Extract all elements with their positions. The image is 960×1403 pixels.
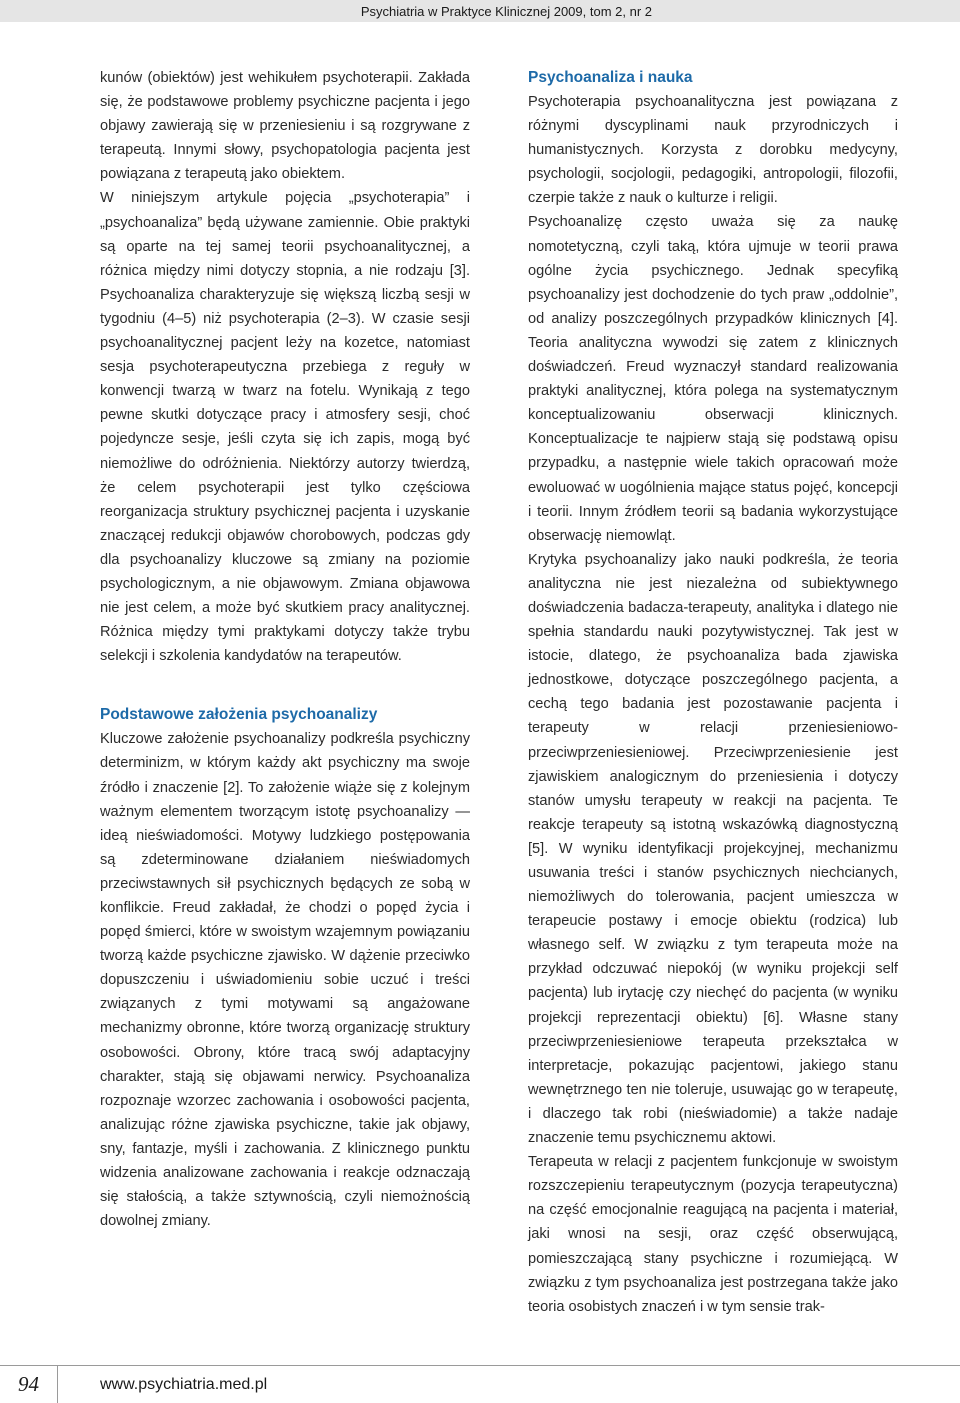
left-column: [100, 66, 470, 1233]
paragraph: kunów (obiektów) jest wehikułem psychoterapii. Zakłada się, że podstawowe problemy psychiczne pacjenta i jego objawy zawierają się w przeniesieniu i są rozgrywane z terapeutą. Innymi słowy, psychopatologia pacjenta jest powiązana z terapeutą jako obiektem.: [100, 70, 470, 183]
footer-url[interactable]: www.psychiatria.med.pl: [100, 1376, 268, 1393]
paragraph: W niniejszym artykule pojęcia „psychoterapia” i „psychoanaliza” będą używane zamiennie. Obie praktyki są oparte na tej samej teorii psychoanalitycznej, a różnica między nimi dotyczy stopnia, a nie rodzaju [3]. Psychoanaliza charakteryzuje się większą liczbą sesji w tygodniu (4–5) niż psychoterapia (2–3). W czasie sesji psychoanalitycznej pacjent leży na kozetce, natomiast sesja psychoterapeutyczna przebiega z reguły w konwencji twarzą w twarz na fotelu. Wynikają z tego pewne skutki dotyczące pracy i atmosfery sesji, choć pojedyncze sesje, jeśli czyta się ich zapis, mogą być niemożliwe do odróżnienia. Niektórzy autorzy twierdzą, że celem psychoterapii jest tylko częściowa reorganizacja struktury psychicznej pacjenta i uzyskanie znaczącej redukcji objawów chorobowych, podczas gdy dla psychoanalizy kluczowe są zmiany na poziomie psychologicznym, a nie objawowym. Zmiana objawowa nie jest celem, a może być skutkiem pracy analitycznej. Różnica między tymi praktykami dotyczy także trybu selekcji i szkolenia kandydatów na terapeutów.: [100, 190, 470, 665]
right-column: [528, 66, 898, 1319]
section-heading: Podstawowe założenia psychoanalizy: [100, 706, 378, 724]
paragraph: Krytyka psychoanalizy jako nauki podkreśla, że teoria analityczna nie jest niezależna od subiektywnego doświadczenia badacza-terapeuty, analityka i dlatego nie spełnia standardu nauki pozytywistycznej. Tak jest w istocie, dlatego, że psychoanaliza bada zjawiska jednostkowe, dotyczące poszczególnego pacjenta, a cechą tego badania jest pozostawanie pacjenta i terapeuty w relacji przeniesieniowo-przeciwprzeniesieniowej. Przeciwprzeniesienie jest zjawiskiem analogicznym do przeniesienia i dotyczy stanów umysłu terapeuty w reakcji na pacjenta. Te reakcje terapeuty są istotną wskazówką diagnostyczną [5]. W wyniku identyfikacji projekcyjnej, mechanizmu usuwania treści i stanów psychicznych niechcianych, niemożliwych do tolerowania, pacjent umieszcza w terapeucie postawy i emocje obiektu (rodzica) lub własnego self. W związku z tym terapeuta może na przykład odczuwać niepokój (w wyniku projekcji self pacjenta) lub irytację czy niechęć do pacjenta (w wyniku projekcji reprezentacji obiektu) [6]. Własne stany przeciwprzeniesieniowe terapeuta przekształca w interpretacje, pokazując pacjentowi, jakiego stanu wewnętrznego ten nie toleruje, usuwając go w terapeutę, i dlaczego tak robi (nieświadomie) a także nadaje znaczenie temu psychicznemu aktowi.: [528, 551, 898, 1147]
paragraph: Kluczowe założenie psychoanalizy podkreśla psychiczny determinizm, w którym każdy akt psychiczny ma swoje źródło i znaczenie [2]. To założenie wiąże się z kolejnym ważnym elementem tworzącym istotę psychoanalizy — ideą nieświadomości. Motywy ludzkiego postępowania są zdeterminowane działaniem nieświadomych przeciwstawnych sił psychicznych będących ze sobą w konflikcie. Freud zakładał, że chodzi o popęd życia i popęd śmierci, które w swoistym wzajemnym powiązaniu tworzą każde psychiczne zjawisko. W dążenie przeciwko dopuszczeniu i uświadomieniu sobie uczuć i treści związanych z tymi motywami są angażowane mechanizmy obronne, które tworzą organizację struktury osobowości. Obrony, które tracą swój adaptacyjny charakter, stają się objawami nerwicy. Psychoanaliza rozpoznaje wzorzec zachowania i osobowości pacjenta, analizując różne zjawiska psychiczne, takie jak objawy, sny, fantazje, myśli i zachowania. Z klinicznego punktu widzenia analizowane zachowania i reakcje odznaczają się stałością, a także sztywnością, czyli niemożnością dowolnej zmiany.: [100, 731, 470, 1230]
running-header: [0, 0, 960, 22]
page-number: 94: [18, 1372, 39, 1396]
footer-divider: [57, 1365, 58, 1403]
paragraph: Psychoterapia psychoanalityczna jest powiązana z różnymi dyscyplinami nauk przyrodniczych i humanistycznych. Korzysta z dorobku medycyny, psychologii, socjologii, pedagogiki, antropologii, filozofii, czerpie także z nauk o kulturze i religii.: [528, 94, 898, 207]
section-heading: Psychoanaliza i nauka: [528, 69, 693, 86]
paragraph: Psychoanalizę często uważa się za naukę nomotetyczną, czyli taką, która ujmuje w teorii prawa ogólne życia psychicznego. Jednak specyfiką psychoanalizy jest dochodzenie do tych praw „oddolnie”, od analizy poszczególnych przypadków klinicznych [4]. Teoria analityczna wywodzi się zatem z klinicznych doświadczeń. Freud wyznaczył standard realizowania praktyki analitycznej, która polega na systematycznym konceptualizowaniu obserwacji klinicznych. Konceptualizacje te najpierw stają się podstawą opisu przypadku, a następnie wiele takich opracowań może ewoluować w uogólnienia mające status pojęć, koncepcji i teorii. Innym źródłem teorii są badania wykorzystujące obserwację niemowląt.: [528, 214, 898, 544]
paragraph: Terapeuta w relacji z pacjentem funkcjonuje w swoistym rozszczepieniu terapeutycznym (pozycja terapeutyczna) na część emocjonalnie reagującą na pacjenta i materiał, jaki wnosi na sesji, oraz część obserwującą, pomieszczającą stany psychiczne i rozumiejącą. W związku z tym psychoanaliza jest postrzegana także jako teoria osobistych znaczeń i w tym sensie trak-: [528, 1154, 898, 1315]
footer-rule: [0, 1365, 960, 1366]
journal-title: Psychiatria w Praktyce Klinicznej 2009, tom 2, nr 2: [360, 4, 652, 19]
